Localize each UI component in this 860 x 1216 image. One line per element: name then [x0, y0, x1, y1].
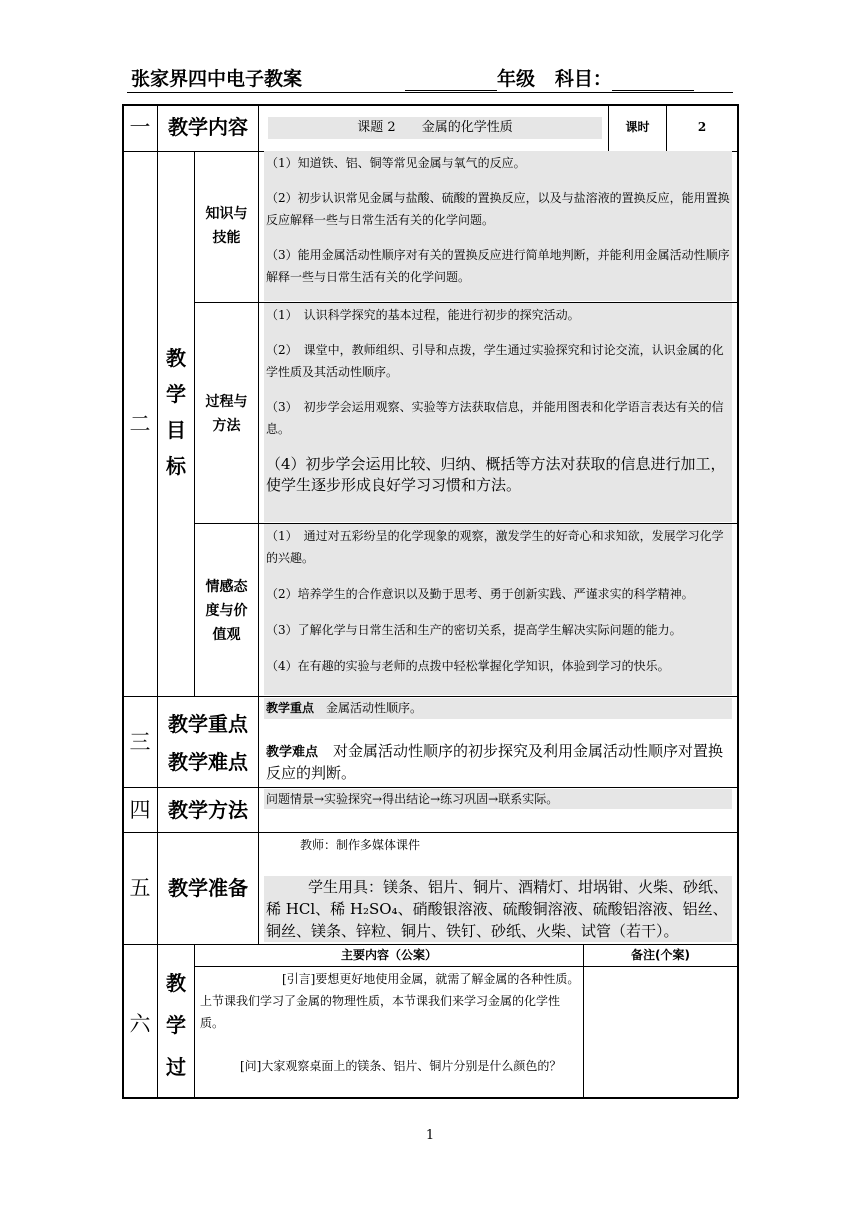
- col-header-notes: 备注(个案): [631, 948, 690, 962]
- page-header: [127, 62, 733, 93]
- emotion-item: （3）了解化学与日常生活和生产的密切关系，提高学生解决实际问题的能力。: [266, 623, 682, 637]
- knowledge-item: （3）能用金属活动性顺序对有关的置换反应进行简单地判断，并能利用金属活动性顺序解释一些与日常生活有关的化学问题。: [266, 248, 730, 284]
- row-number-3: 三: [129, 730, 151, 754]
- page-number: 1: [425, 1128, 435, 1143]
- knowledge-item: （2）初步认识常见金属与盐酸、硫酸的置换反应，以及与盐溶液的置换反应，能用置换反应解释一些与日常生活有关的化学问题。: [266, 191, 730, 227]
- row-label-teaching-content: 教学内容: [168, 115, 248, 139]
- period-label: 课时: [625, 120, 650, 134]
- process-methods-content: [264, 303, 732, 522]
- row-label-teaching-process: 教 学 过: [166, 971, 186, 1079]
- emotion-item: （1） 通过对五彩纷呈的化学现象的观察，激发学生的好奇心和求知欲，发展学习化学的兴趣。: [266, 529, 724, 565]
- row-label-key-difficulty: 教学重点 教学难点: [168, 712, 248, 774]
- process-item: （4）初步学会运用比较、归纳、概括等方法对获取的信息进行加工，使学生逐步形成良好学习习惯和方法。: [266, 455, 726, 494]
- row-label-teaching-prep: 教学准备: [168, 876, 248, 900]
- emotion-values-content: [264, 524, 732, 695]
- label-emotion-values: 情感态 度与价 值观: [205, 579, 248, 643]
- process-item: （1） 认识科学探究的基本过程，能进行初步的探究活动。: [266, 308, 580, 322]
- grade-subject-line: [405, 64, 694, 91]
- knowledge-skills-content: [264, 151, 732, 301]
- difficulty-box: [264, 741, 734, 784]
- key-point-box: [264, 698, 732, 719]
- difficulty-text: 对金属活动性顺序的初步探究及利用金属活动性顺序对置换反应的判断。: [266, 742, 724, 782]
- row-label-teaching-method: 教学方法: [168, 798, 248, 822]
- row-number-2: 二: [129, 412, 151, 436]
- subject-label: 科目：: [554, 68, 612, 90]
- key-point-label: 教学重点: [266, 701, 315, 715]
- subject-blank: [612, 68, 694, 91]
- grade-blank: [405, 68, 497, 91]
- student-prep-box: [264, 876, 732, 942]
- grade-label: 年级: [497, 68, 536, 90]
- row-number-5: 五: [129, 876, 151, 900]
- school-title: 张家界四中电子教案: [131, 68, 303, 90]
- row-number-1: 一: [129, 115, 151, 139]
- process-item: （3） 初步学会运用观察、实验等方法获取信息，并能用图表和化学语言表达有关的信息。: [266, 400, 724, 436]
- knowledge-item: （1）知道铁、铝、铜等常见金属与氧气的反应。: [266, 156, 526, 170]
- period-value: 2: [697, 120, 707, 134]
- student-prep: 学生用具：镁条、铝片、铜片、酒精灯、坩埚钳、火柴、砂纸、稀 HCl、稀 H₂SO₄、硝酸银溶液、硫酸铜溶液、硫酸铝溶液、铝丝、铜丝、镁条、锌粒、铜片、铁钉、砂纸、火柴、试管（若干）。: [266, 878, 729, 940]
- row-number-4: 四: [129, 798, 151, 822]
- question-paragraph: [问]大家观察桌面上的镁条、铝片、铜片分别是什么颜色的？: [240, 1059, 562, 1073]
- lesson-topic: 课题 2 金属的化学性质: [268, 117, 602, 139]
- key-point-text: 金属活动性顺序。: [314, 701, 423, 715]
- emotion-item: （4）在有趣的实验与老师的点拨中轻松掌握化学知识，体验到学习的快乐。: [266, 659, 670, 673]
- teacher-prep: 教师：制作多媒体课件: [300, 838, 421, 852]
- intro-paragraph: [引言]要想更好地使用金属，就需了解金属的各种性质。上节课我们学习了金属的物理性质，本节课我们来学习金属的化学性质。: [200, 972, 580, 1030]
- label-process-methods: 过程与 方法: [205, 394, 248, 434]
- label-knowledge-skills: 知识与 技能: [205, 206, 248, 246]
- col-header-main-content: 主要内容（公案）: [340, 948, 437, 962]
- row-number-6: 六: [129, 1012, 151, 1036]
- row-label-teaching-goals: 教 学 目 标: [166, 346, 186, 478]
- process-item: （2） 课堂中，教师组织、引导和点拨，学生通过实验探究和讨论交流，认识金属的化学性质及其活动性顺序。: [266, 343, 724, 379]
- teaching-method-text: 问题情景→实验探究→得出结论→练习巩固→联系实际。: [264, 789, 732, 809]
- difficulty-label: 教学难点: [266, 745, 319, 760]
- emotion-item: （2）培养学生的合作意识以及勤于思考、勇于创新实践、严谨求实的科学精神。: [266, 587, 694, 601]
